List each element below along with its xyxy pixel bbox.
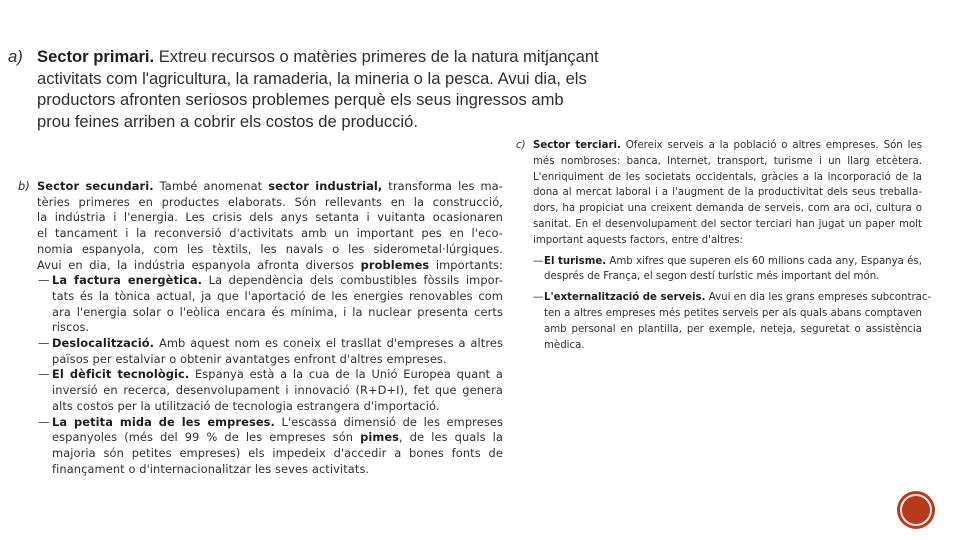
text-segment: activitats com l'agricultura, la ramaderia, la mineria o la pesca. Avui dia, els: [37, 68, 587, 88]
text-segment: sanitat. En el desenvolupament del sector terciari han jugat un paper molt: [533, 219, 922, 230]
bold-term: Sector secundari.: [37, 179, 154, 193]
bold-term: Deslocalització.: [52, 336, 155, 350]
bold-term: La factura energètica.: [52, 273, 203, 288]
text-line: [533, 203, 922, 214]
text-segment: ten a altres empreses més petites serveis per als quals abans comptaven: [544, 308, 922, 319]
text-line: [533, 219, 922, 230]
text-segment: Avui en dia, la indústria espanyola afronta diversos: [37, 257, 361, 272]
text-segment: Amb xifres que superen els 60 milions cada any, Espanya és,: [606, 255, 922, 267]
section-label: c): [516, 140, 526, 151]
text-segment: tèries primeres en productes elaborats. Són rellevants en la construcció,: [37, 194, 503, 209]
text-line: [533, 187, 922, 198]
text-line: [533, 172, 922, 183]
bold-term: El turisme.: [544, 255, 607, 267]
bullet-dash: —: [38, 414, 50, 429]
text-line: [52, 430, 503, 444]
text-line: [52, 462, 503, 476]
bold-term: El dèficit tecnològic.: [52, 367, 190, 382]
section-label: a): [8, 47, 23, 66]
text-line: [52, 383, 503, 397]
text-segment: Extreu recursos o matèries primeres de la natura mitjançant: [154, 47, 599, 66]
text-line: [52, 273, 503, 287]
bullet-dash: —: [38, 273, 50, 288]
text-segment: transforma les ma-: [382, 179, 503, 193]
text-line: [52, 320, 503, 334]
bold-term: problemes: [360, 257, 430, 272]
text-line: [37, 226, 503, 240]
text-line: [37, 258, 503, 272]
bullet-dash: —: [38, 367, 50, 382]
text-segment: la indústria i l'energia. Les crisis dels anys setanta i vuitanta ocasionaren: [37, 210, 503, 225]
text-line: [37, 179, 503, 193]
text-segment: alts costos per la utilització de tecnologia estrangera d'importació.: [52, 398, 440, 413]
text-segment: després de França, el segon destí turístic més important del món.: [544, 271, 880, 283]
text-segment: riscos.: [52, 320, 90, 335]
text-line: [52, 289, 503, 303]
text-segment: inversió en recerca, desenvolupament i innovació (R+D+I), fet que genera: [52, 383, 503, 398]
text-segment: important aquests factors, entre d'altres:: [533, 234, 743, 246]
text-line: [533, 140, 922, 151]
text-line: [37, 112, 505, 132]
text-segment: Espanya està a la cua de la Unió Europea quant a: [189, 367, 503, 382]
bullet-dash: —: [533, 292, 544, 304]
bold-term: Sector primari.: [37, 47, 155, 66]
text-segment: Amb aquest nom es coneix el trasllat d'empreses a altres: [154, 336, 503, 350]
text-line: [544, 324, 922, 335]
text-line: [37, 47, 599, 67]
text-segment: tats és la tònica actual, ja que l'aportació de les energies renovables com: [52, 288, 503, 303]
text-line: [544, 256, 922, 267]
text-segment: més nombroses: banca, Internet, transport, turisme i un llarg etcètera.: [533, 155, 922, 167]
slide-badge-circle-icon: [897, 491, 935, 529]
bullet-dash: —: [533, 255, 544, 267]
text-line: [533, 156, 922, 167]
text-segment: prou feines arriben a cobrir els costos de producció.: [37, 111, 418, 131]
text-segment: , de les quals la: [399, 430, 503, 445]
bold-term: pimes: [360, 430, 400, 445]
text-segment: espanyoles (més del 99 % de les empreses són: [52, 430, 361, 445]
text-line: [52, 415, 503, 429]
bold-term: sector industrial,: [268, 179, 383, 193]
text-segment: amb personal en plantilla, per exemple, neteja, seguretat o assistència: [544, 323, 922, 335]
text-line: [37, 68, 587, 89]
text-line: [52, 305, 503, 319]
text-segment: ara l'energia solar o l'eòlica encara és mínima, i la nuclear presenta certs: [52, 304, 503, 319]
text-line: [52, 367, 503, 381]
text-segment: importants:: [429, 257, 503, 272]
text-segment: països per estalviar o obtenir avantatges enfront d'altres empreses.: [52, 351, 447, 366]
text-line: [533, 235, 922, 246]
text-segment: La dependència dels combustibles fòssils impor-: [202, 273, 503, 288]
bullet-dash: —: [38, 336, 50, 350]
text-segment: Ofereix serveis a la població o altres empreses. Són les: [620, 140, 922, 151]
text-line: [544, 308, 922, 319]
text-line: [37, 90, 564, 110]
text-line: [544, 340, 922, 351]
text-segment: dors, ha propiciat una creixent demanda de serveis, com ara oci, cultura o: [533, 203, 922, 215]
text-segment: També anomenat: [153, 179, 269, 193]
text-segment: L'escassa dimensió de les empreses: [274, 414, 503, 429]
text-segment: majoria són petites empreses) els impedeix d'accedir a bones fonts de: [52, 445, 503, 460]
text-segment: mèdica.: [544, 339, 585, 351]
text-line: [544, 292, 932, 304]
bold-term: La petita mida de les empreses.: [52, 414, 275, 429]
text-segment: dona al mercat laboral i a l'augment de la productivitat dels seus treballa-: [533, 187, 922, 199]
text-line: [52, 446, 503, 460]
text-segment: finançament o d'internacionalitzar les seves activitats.: [52, 461, 370, 476]
text-line: [544, 271, 922, 282]
text-line: [52, 352, 503, 366]
text-segment: L'enriquiment de les societats occidentals, gràcies a la incorporació de la: [533, 171, 922, 183]
text-segment: el tancament i la reconversió d'activitats amb un important pes en l'eco-: [37, 226, 503, 241]
bold-term: L'externalització de serveis.: [544, 292, 706, 304]
bold-term: Sector terciari.: [533, 140, 621, 151]
text-line: [52, 336, 503, 350]
text-line: [52, 399, 503, 413]
text-line: [37, 195, 503, 209]
text-segment: Avui en dia les grans empreses subcontrac-: [705, 292, 932, 304]
section-label: b): [18, 179, 30, 193]
text-segment: nomia espanyola, com les tèxtils, les navals o les siderometal·lúrgiques.: [37, 241, 503, 256]
text-line: [37, 210, 503, 224]
text-line: [37, 242, 503, 256]
text-segment: productors afronten seriosos problemes perquè els seus ingressos amb: [37, 90, 564, 109]
